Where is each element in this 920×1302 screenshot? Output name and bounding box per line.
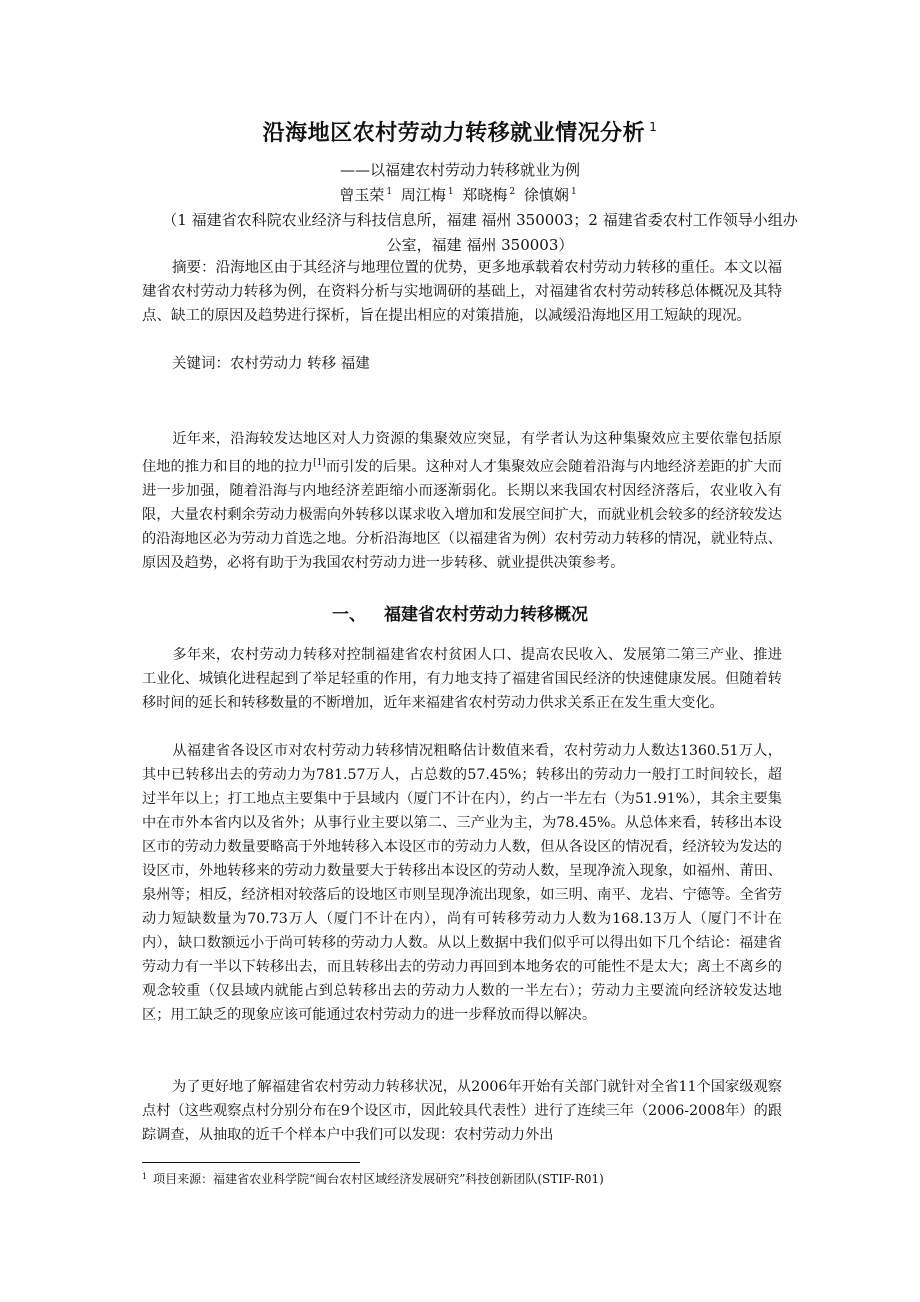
intro-text-part1: 近年来，沿海较发达地区对人力资源的集聚效应突显，有学者认为这种集聚效应主要依靠包括原住地的推力和目的地的拉力 [142,431,782,475]
section-paragraph-3 [142,1075,782,1147]
author-name: 郑晓梅 [462,186,508,204]
title-footnote-mark: 1 [649,120,658,134]
section-heading [0,600,920,625]
paragraph-text: 多年来，农村劳动力转移对控制福建省农村贫困人口、提高农民收入、发展第二第三产业、推进工业化、城镇化进程起到了举足轻重的作用，有力地支持了福建省国民经济的快速健康发展。但随着转移时间的延长和转移数量的不断增加，近年来福建省农村劳动力供求关系正在发生重大变化。 [142,647,782,711]
section-number: 一、 [332,605,366,625]
section-title: 福建省农村劳动力转移概况 [384,605,588,625]
intro-text-part2: 而引发的后果。这种对人才集聚效应会随着沿海与内地经济差距的扩大而进一步加强，随着沿海与内地经济差距缩小而逐渐弱化。长期以来我国农村因经济落后，农业收入有限，大量农村剩余劳动力极需向外转移以谋求收入增加和发展空间扩大，而就业机会较多的经济较发达的沿海地区必为劳动力首选之地。分析沿海地区（以福建省为例）农村劳动力转移的情况，就业特点、原因及趋势，必将有助于为我国农村劳动力进一步转移、就业提供决策参考。 [142,459,782,571]
author-affiliation-mark: 2 [509,187,516,197]
paper-title [0,116,920,147]
author-affiliation-mark: 1 [570,187,577,197]
intro-paragraph [142,427,782,575]
citation-ref: [1] [313,458,326,468]
footnote [142,1170,604,1187]
paragraph-text: 从福建省各设区市对农村劳动力转移情况粗略估计数值来看，农村劳动力人数达1360.51万人，其中已转移出去的劳动力为781.57万人，占总数的57.45%；转移出的劳动力一般打工时间较长，超过半年以上；打工地点主要集中于县域内（厦门不计在内），约占一半左右（为51.91%），其余主要集中在市外本省内以及省外；从事行业主要以第二、三产业为主，为78.45%。从总体来看，转移出本设区市的劳动力数量要略高于外地转移入本设区市的劳动力人数，但从各设区的情况看，经济较为发达的设区市，外地转移来的劳动力数量要大于转移出本设区的劳动人数，呈现净流入现象，如福州、莆田、泉州等；相反，经济相对较落后的设地区市则呈现净流出现象，如三明、南平、龙岩、宁德等。全省劳动力短缺数量为70.73万人（厦门不计在内），尚有可转移劳动力人数为168.13万人（厦门不计在内），缺口数额远小于尚可转移的劳动力人数。从以上数据中我们似乎可以得出如下几个结论：福建省劳动力有一半以下转移出去，而且转移出去的劳动力再回到本地务农的可能性不是太大；离土不离乡的观念较重（仅县域内就能占到总转移出去的劳动力人数的一半左右）；劳动力主要流向经济较发达地区；用工缺乏的现象应该可能通过农村劳动力的进一步释放而得以解决。 [142,743,782,1023]
abstract-text: 摘要：沿海地区由于其经济与地理位置的优势，更多地承载着农村劳动力转移的重任。本文以福建省农村劳动力转移为例，在资料分析与实地调研的基础上，对福建省农村劳动转移总体概况及其特点、缺工的原因及趋势进行探析，旨在提出相应的对策措施，以减缓沿海地区用工短缺的现况。 [142,260,782,324]
paragraph-text: 为了更好地了解福建省农村劳动力转移状况，从2006年开始有关部门就针对全省11个国家级观察点村（这些观察点村分别分布在9个设区市，因此较具代表性）进行了连续三年（2006-2008年）的跟踪调查，从抽取的近千个样本户中我们可以发现：农村劳动力外出 [142,1079,782,1143]
paper-subtitle: ——以福建农村劳动力转移就业为例 [339,161,580,179]
section-paragraph-1 [142,643,782,715]
author-name: 徐慎娴 [523,186,569,204]
author-affiliation-mark: 1 [386,187,393,197]
keywords: 关键词：农村劳动力 转移 福建 [172,356,370,372]
author-name: 曾玉荣 [339,186,385,204]
section-paragraph-2 [142,739,782,1027]
author-list [0,184,920,205]
footnote-divider [142,1162,360,1163]
author-affiliation-mark: 1 [447,187,454,197]
author-name: 周江梅 [400,186,446,204]
affiliation: （1 福建省农科院农业经济与科技信息所，福建 福州 350003；2 福建省委农村工作领导小组办公室，福建 福州 350003） [162,211,798,254]
footnote-mark: 1 [142,1172,148,1181]
title-text: 沿海地区农村劳动力转移就业情况分析 [262,121,646,146]
footnote-text: 项目来源：福建省农业科学院“闽台农村区域经济发展研究”科技创新团队(STIF-R01) [153,1172,604,1186]
abstract [142,256,782,328]
